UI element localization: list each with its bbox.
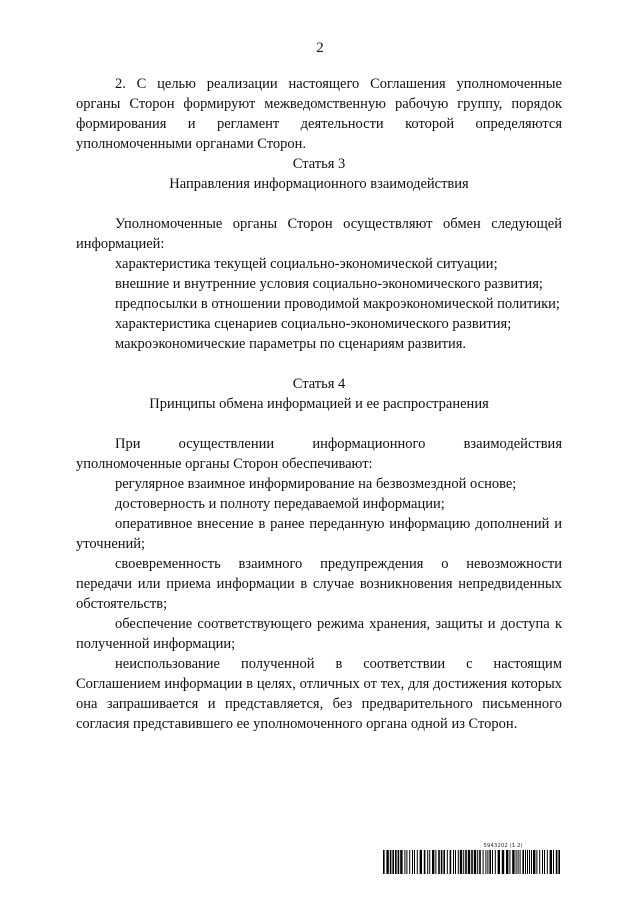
- article4-item: своевременность взаимного предупреждения о невозможности передачи или приема информации в случае возникновения непредвиденных обстоятельств;: [76, 556, 562, 612]
- article3-intro: Уполномоченные органы Сторон осуществляют обмен следующей информацией:: [76, 216, 562, 252]
- article4-intro: При осуществлении информационного взаимодействия уполномоченные органы Сторон обеспечивают:: [76, 436, 562, 472]
- article4-item: оперативное внесение в ранее переданную информацию дополнений и уточнений;: [76, 516, 562, 552]
- article3-item: макроэкономические параметры по сценариям развития.: [115, 336, 467, 352]
- page-number: 2: [316, 40, 324, 56]
- barcode-number: 5943202 (1.2): [483, 843, 523, 849]
- article3-item: характеристика текущей социально-экономической ситуации;: [115, 256, 498, 272]
- article4-item: регулярное взаимное информирование на безвозмездной основе;: [115, 476, 517, 492]
- article3-subtitle: Направления информационного взаимодействия: [169, 176, 469, 192]
- article2-paragraph-2: 2. С целью реализации настоящего Соглашения уполномоченные органы Сторон формируют межведомственную рабочую группу, порядок формирования и регламент деятельности которой определяются уполномоченными органами Сторон.: [76, 76, 562, 152]
- article3-title: Статья 3: [292, 156, 346, 172]
- article4-item: обеспечение соответствующего режима хранения, защиты и доступа к полученной информации;: [76, 616, 562, 652]
- article4-title: Статья 4: [292, 376, 346, 392]
- article3-item: внешние и внутренние условия социально-экономического развития;: [115, 276, 543, 292]
- document-barcode: [383, 843, 563, 874]
- article3-item: характеристика сценариев социально-экономического развития;: [115, 316, 512, 332]
- article3-item: предпосылки в отношении проводимой макроэкономической политики;: [115, 296, 560, 312]
- document-body: [76, 74, 562, 734]
- article4-item: неиспользование полученной в соответствии с настоящим Соглашением информации в целях, отличных от тех, для достижения которых она запрашивается и представляется, без предварительного письменного согласия представившего ее уполномоченного органа одной из Сторон.: [76, 656, 562, 732]
- barcode-icon: [383, 850, 563, 874]
- article4-item: достоверность и полноту передаваемой информации;: [115, 496, 445, 512]
- article4-subtitle: Принципы обмена информацией и ее распространения: [149, 396, 489, 412]
